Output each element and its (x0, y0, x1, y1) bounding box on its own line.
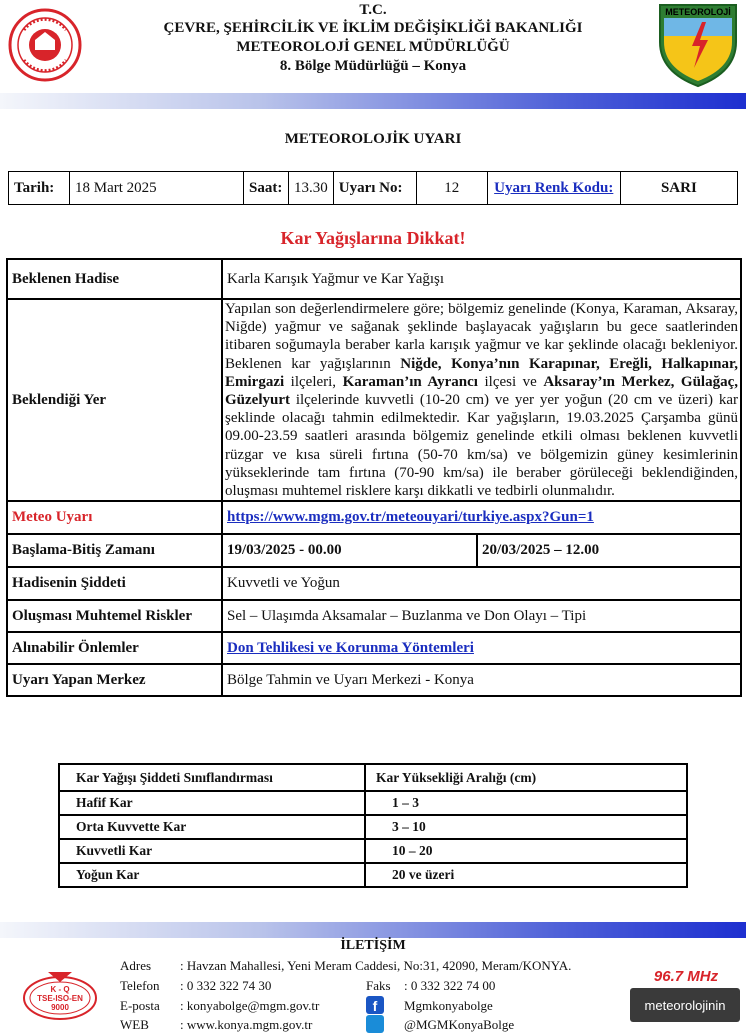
siddet-label: Hadisenin Şiddeti (7, 567, 222, 600)
class-col1-header: Kar Yağışı Şiddeti Sınıflandırması (59, 764, 365, 791)
header-band (0, 93, 746, 109)
tse-badge-mid: TSE-ISO-EN (37, 994, 83, 1003)
class-col2-header: Kar Yüksekliği Aralığı (cm) (365, 764, 687, 791)
footer-title: İLETİŞİM (340, 938, 406, 953)
date-value: 18 Mart 2025 (70, 172, 244, 205)
yer-bold-1: Niğde, Konya’nın Karapınar, Ereğli, Halkapınar, Emirgazi (225, 355, 738, 390)
time-value: 13.30 (289, 172, 334, 205)
risk-label: Oluşması Muhtemel Riskler (7, 600, 222, 632)
classification-table (58, 763, 688, 888)
twitter-icon[interactable] (366, 1015, 384, 1033)
onlem-link-cell (222, 632, 741, 664)
telefon-value: : 0 332 322 74 30 (180, 978, 272, 993)
onlem-label: Alınabilir Önlemler (7, 632, 222, 664)
headline: Kar Yağışlarına Dikkat! (280, 228, 466, 248)
warning-table (6, 258, 742, 697)
meteo-link[interactable]: https://www.mgm.gov.tr/meteouyari/turkiye.aspx?Gun=1 (227, 509, 594, 526)
facebook-icon[interactable]: f (366, 996, 384, 1014)
class-range: 20 ve üzeri (365, 863, 687, 887)
date-label: Tarih: (9, 172, 70, 205)
header-directorate: METEOROLOJİ GENEL MÜDÜRLÜĞÜ (236, 39, 510, 55)
color-code-value: SARI (620, 172, 737, 205)
class-row (59, 839, 687, 863)
yer-description (222, 299, 741, 501)
color-code-cell (487, 172, 620, 205)
color-code-link[interactable]: Uyarı Renk Kodu: (494, 179, 614, 196)
yer-text-3: ilçesi ve (477, 373, 544, 390)
time-label: Saat: (244, 172, 289, 205)
hadise-value: Karla Karışık Yağmur ve Kar Yağışı (222, 259, 741, 299)
class-range: 3 – 10 (365, 815, 687, 839)
warning-no-label: Uyarı No: (333, 172, 416, 205)
hadise-label: Beklenen Hadise (7, 259, 222, 299)
tse-badge (22, 968, 98, 1020)
zaman-start: 19/03/2025 - 00.00 (222, 534, 477, 567)
facebook-handle[interactable]: Mgmkonyabolge (404, 998, 493, 1013)
risk-value: Sel – Ulaşımda Aksamalar – Buzlanma ve Don Olayı – Tipi (222, 600, 741, 632)
class-range: 1 – 3 (365, 791, 687, 815)
class-name: Yoğun Kar (59, 863, 365, 887)
onlem-link[interactable]: Don Tehlikesi ve Korunma Yöntemleri (227, 639, 474, 656)
faks-value: : 0 332 322 74 00 (404, 978, 496, 993)
meteo-link-cell (222, 501, 741, 534)
meteoroloji-logo (658, 2, 738, 88)
radio-logo-text: meteorolojinin (644, 998, 726, 1013)
faks-label: Faks (366, 978, 391, 993)
yer-text-4: ilçelerinde kuvvetli (10-20 cm) ve yer yer yoğun (20 cm ve üzeri) kar şeklinde olacağı tahmin edilmektedir. Kar yağışların, 19.03.2025 Çarşamba günü 09.00-23.59 saatleri arasında bölgemiz genelinde etkili olması beklenen kuvvetli rüzgar ve kısa süreli fırtına (50-70 km/sa) ve bölgemizin güney kesimlerinin yükseklerinde tam fırtına (70-90 km/sa) ile beraber görüleceği beklendiğinden, oluşması muhtemel risklere karşı dikkatli ve tedbirli olunmalıdır. (225, 392, 738, 500)
twitter-handle[interactable]: @MGMKonyaBolge (404, 1017, 515, 1032)
header-tc: T.C. (359, 2, 387, 18)
tse-badge-top: K - Q (50, 985, 70, 994)
class-name: Orta Kuvvette Kar (59, 815, 365, 839)
web-label: WEB (120, 1017, 149, 1032)
class-row (59, 815, 687, 839)
radio-logo (630, 988, 740, 1022)
meta-table (8, 171, 738, 205)
header-ministry: ÇEVRE, ŞEHİRCİLİK VE İKLİM DEĞİŞİKLİĞİ BAKANLIĞI (163, 20, 583, 36)
tse-badge-bot: 9000 (51, 1003, 69, 1012)
yer-text-2: ilçeleri, (284, 373, 343, 390)
class-range: 10 – 20 (365, 839, 687, 863)
radio-frequency: 96.7 MHz (653, 968, 719, 985)
siddet-value: Kuvvetli ve Yoğun (222, 567, 741, 600)
adres-label: Adres (120, 958, 152, 973)
web-value[interactable]: : www.konya.mgm.gov.tr (180, 1017, 313, 1032)
page-title: METEOROLOJİK UYARI (284, 131, 462, 147)
class-name: Hafif Kar (59, 791, 365, 815)
header-region: 8. Bölge Müdürlüğü – Konya (279, 58, 467, 74)
yer-bold-3: Aksaray’ın Merkez, Gülağaç, Güzelyurt (225, 373, 739, 409)
class-row (59, 791, 687, 815)
zaman-label: Başlama-Bitiş Zamanı (7, 534, 222, 567)
class-name: Kuvvetli Kar (59, 839, 365, 863)
logo-text: METEOROLOJİ (665, 7, 731, 17)
class-row (59, 863, 687, 887)
warning-no-value: 12 (416, 172, 487, 205)
footer-band (0, 922, 746, 938)
merkez-label: Uyarı Yapan Merkez (7, 664, 222, 696)
telefon-label: Telefon (120, 978, 160, 993)
zaman-end: 20/03/2025 – 12.00 (477, 534, 741, 567)
meteo-label: Meteo Uyarı (7, 501, 222, 534)
eposta-label: E-posta (120, 998, 160, 1013)
yer-label: Beklendiği Yer (7, 299, 222, 501)
eposta-value[interactable]: : konyabolge@mgm.gov.tr (180, 998, 320, 1013)
yer-bold-2: Karaman’ın Ayrancı (342, 373, 478, 390)
yer-text-1: Yapılan son değerlendirmelere göre; bölgemiz genelinde (Konya, Karaman, Aksaray, Niğde) yağmur ve sağanak şeklinde başlayacak yağışların bu gece saatlerinden itibaren soğumayla beraber karla karışık yağmur ve kar şeklinde olacağı bekleniyor. Beklenen kar yağışlarının (225, 301, 738, 372)
merkez-value: Bölge Tahmin ve Uyarı Merkezi - Konya (222, 664, 741, 696)
adres-value: : Havzan Mahallesi, Yeni Meram Caddesi, No:31, 42090, Meram/KONYA. (180, 958, 572, 973)
